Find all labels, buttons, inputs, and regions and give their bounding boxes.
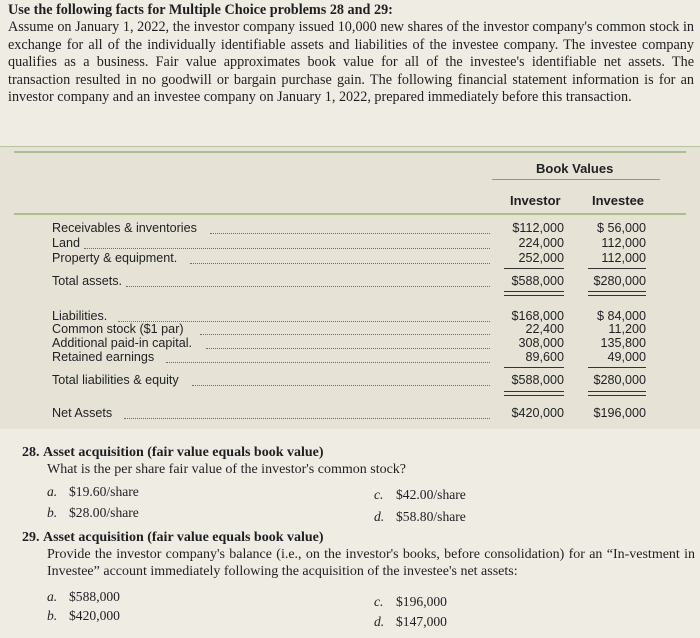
investor-total-assets: $588,000 (511, 274, 564, 288)
option-letter: b. (47, 505, 58, 520)
option-letter: d. (374, 509, 385, 524)
investee-column-header: Investee (592, 193, 645, 208)
subtotal-rule (504, 268, 564, 269)
investee-property: 112,000 (601, 251, 646, 265)
investee-liabilities: $ 84,000 (596, 309, 646, 323)
question-28-option-d[interactable] (374, 509, 466, 525)
investee-retained-earnings: 49,000 (607, 350, 646, 364)
book-values-table (0, 146, 700, 429)
question-29-text: Provide the investor company's balance (i.e., on the investor's books, before consolidation) for an “In-vestment in Investee” account immediately following the acquisition of the investee's net assets: (47, 547, 695, 579)
leader-dots (126, 286, 490, 287)
question-28-text: What is the per share fair value of the investor's common stock? (47, 462, 407, 477)
question-28-title: Asset acquisition (fair value equals book value) (43, 445, 324, 460)
option-letter: b. (47, 608, 58, 623)
total-double-rule (504, 391, 564, 396)
book-values-header: Book Values (536, 161, 614, 176)
row-label-receivables: Receivables & inventories (52, 221, 197, 235)
subtotal-rule (588, 268, 646, 269)
investee-net-assets: $196,000 (593, 406, 646, 420)
leader-dots (84, 248, 490, 249)
column-header-rule (14, 213, 686, 215)
investor-property: 252,000 (518, 251, 564, 265)
investor-retained-earnings: 89,600 (525, 350, 564, 364)
option-text: $58.80/share (396, 509, 466, 524)
investor-column-header: Investor (510, 193, 561, 208)
header-rule (492, 179, 660, 180)
row-label-net-assets: Net Assets (52, 406, 113, 420)
option-text: $196,000 (396, 594, 447, 609)
investee-total-liabilities-equity: $280,000 (593, 373, 646, 387)
row-label-common-stock: Common stock ($1 par) (52, 322, 184, 336)
total-double-rule (588, 291, 646, 296)
question-29-option-d[interactable] (374, 614, 447, 630)
option-letter: d. (374, 614, 385, 629)
option-letter: c. (374, 487, 384, 502)
question-29 (22, 529, 324, 546)
row-label-apic: Additional paid-in capital. (52, 336, 193, 350)
subtotal-rule (504, 367, 564, 368)
subtotal-rule (588, 367, 646, 368)
investor-apic: 308,000 (518, 336, 564, 350)
table-top-rule (14, 151, 686, 153)
row-label-total-liabilities-equity: Total liabilities & equity (52, 373, 179, 387)
leader-dots (190, 263, 490, 264)
row-label-total-assets: Total assets. (52, 274, 122, 288)
total-double-rule (504, 291, 564, 296)
investor-common-stock: 22,400 (525, 322, 564, 336)
investor-total-liabilities-equity: $588,000 (511, 373, 564, 387)
question-28-option-a[interactable] (47, 484, 139, 500)
question-29-option-c[interactable] (374, 594, 447, 610)
question-29-title: Asset acquisition (fair value equals book value) (43, 530, 324, 545)
option-letter: a. (47, 589, 58, 604)
option-letter: a. (47, 484, 58, 499)
investor-receivables: $112,000 (512, 221, 564, 235)
question-28-option-c[interactable] (374, 487, 466, 503)
investee-total-assets: $280,000 (593, 274, 646, 288)
leader-dots (166, 362, 490, 363)
option-text: $19.60/share (69, 484, 139, 499)
leader-dots (200, 334, 490, 335)
row-label-property: Property & equipment. (52, 251, 178, 265)
option-text: $28.00/share (69, 505, 139, 520)
question-29-option-a[interactable] (47, 589, 120, 605)
row-label-liabilities: Liabilities. (52, 309, 108, 323)
intro-title: Use the following facts for Multiple Choice problems 28 and 29: (8, 2, 393, 18)
row-label-retained-earnings: Retained earnings (52, 350, 155, 364)
row-label-land: Land (52, 236, 81, 250)
option-text: $420,000 (69, 608, 120, 623)
total-double-rule (588, 391, 646, 396)
question-28 (22, 444, 324, 461)
investee-common-stock: 11,200 (608, 322, 646, 336)
option-letter: c. (374, 594, 384, 609)
investee-apic: 135,800 (600, 336, 646, 350)
investee-receivables: $ 56,000 (596, 221, 646, 235)
question-28-option-b[interactable] (47, 505, 139, 521)
question-29-number: 29. (22, 530, 40, 545)
investor-land: 224,000 (518, 236, 564, 250)
investor-net-assets: $420,000 (511, 406, 564, 420)
option-text: $147,000 (396, 614, 447, 629)
option-text: $588,000 (69, 589, 120, 604)
question-28-number: 28. (22, 445, 40, 460)
intro-body: Assume on January 1, 2022, the investor company issued 10,000 new shares of the investor company's common stock in exchange for all of the individually identifiable assets and liabilities of the investee company. The investee company qualifies as a business. Fair value approximates book value for all of the investee's identifiable net assets. The transaction resulted in no goodwill or bargain purchase gain. The following financial statement information is for an investor company and an investee company on January 1, 2022, prepared immediately before this transaction. (8, 19, 694, 106)
investee-land: 112,000 (601, 236, 646, 250)
leader-dots (210, 233, 490, 234)
question-29-option-b[interactable] (47, 608, 120, 624)
option-text: $42.00/share (396, 487, 466, 502)
investor-liabilities: $168,000 (511, 309, 564, 323)
leader-dots (192, 385, 490, 386)
leader-dots (124, 418, 490, 419)
leader-dots (206, 348, 490, 349)
problem-intro (8, 2, 694, 106)
